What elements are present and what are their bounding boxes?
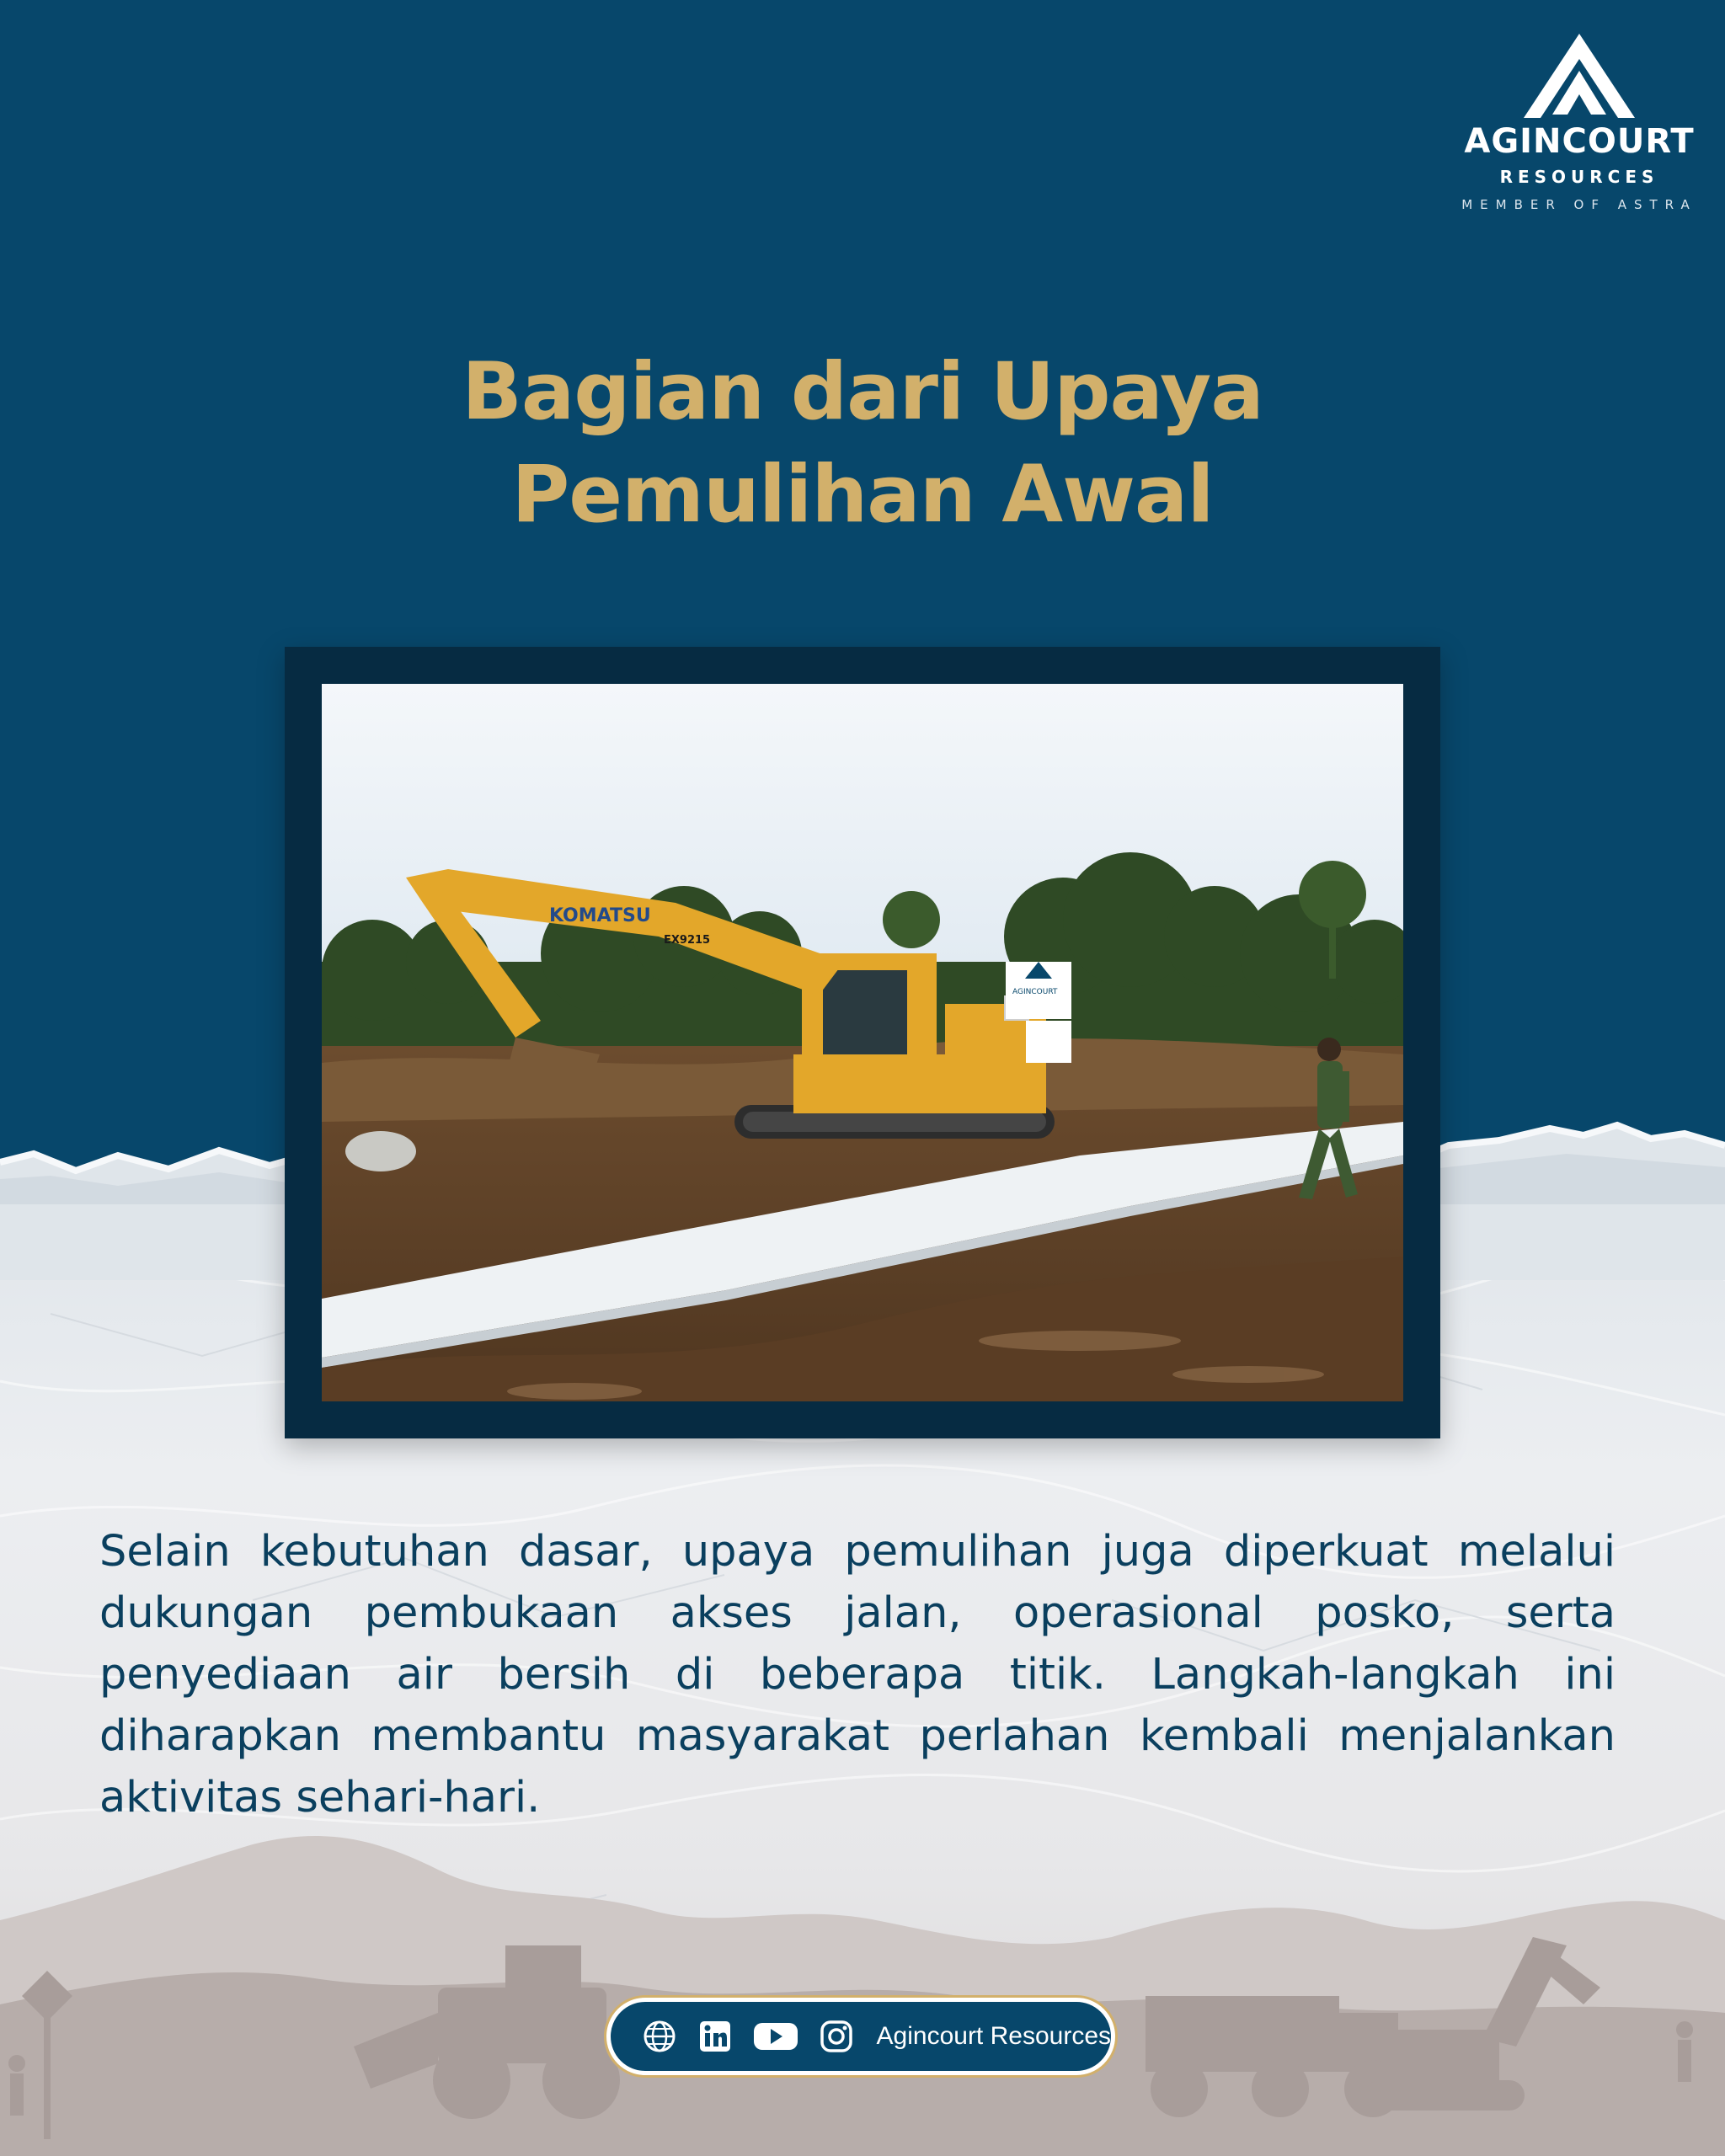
- mountain-icon: [1524, 34, 1635, 118]
- page-title: [0, 341, 1725, 547]
- linkedin-icon[interactable]: [697, 2018, 734, 2055]
- title-line-1: Bagian dari Upaya: [462, 346, 1263, 438]
- agincourt-logo: [1457, 34, 1701, 211]
- photo-frame: [285, 647, 1440, 1438]
- social-bar[interactable]: [606, 1998, 1115, 2075]
- body-paragraph: Selain kebutuhan dasar, upaya pemulihan juga diperkuat melalui dukungan pembukaan akses jalan, operasional posko, serta penyediaan air bersih di beberapa titik. Langkah-langkah ini diharapkan membantu masyarakat perlahan kembali menjalankan aktivitas sehari-hari.: [99, 1527, 1616, 1822]
- social-handle[interactable]: Agincourt Resources: [876, 2022, 1111, 2050]
- excavator-photo: [322, 684, 1403, 1401]
- globe-icon[interactable]: [641, 2018, 678, 2055]
- mining-silhouette: [0, 1811, 1725, 2156]
- flag-text: AGINCOURT: [1012, 988, 1058, 996]
- machine-id-label: EX9215: [664, 934, 711, 947]
- logo-brand: AGINCOURT: [1464, 122, 1695, 161]
- logo-member-text: MEMBER OF ASTRA: [1461, 197, 1697, 212]
- instagram-icon[interactable]: [818, 2018, 855, 2055]
- youtube-icon[interactable]: [752, 2018, 799, 2055]
- title-line-2: Pemulihan Awal: [511, 449, 1214, 541]
- logo-subtitle: RESOURCES: [1499, 167, 1659, 187]
- machine-brand-label: KOMATSU: [549, 905, 651, 926]
